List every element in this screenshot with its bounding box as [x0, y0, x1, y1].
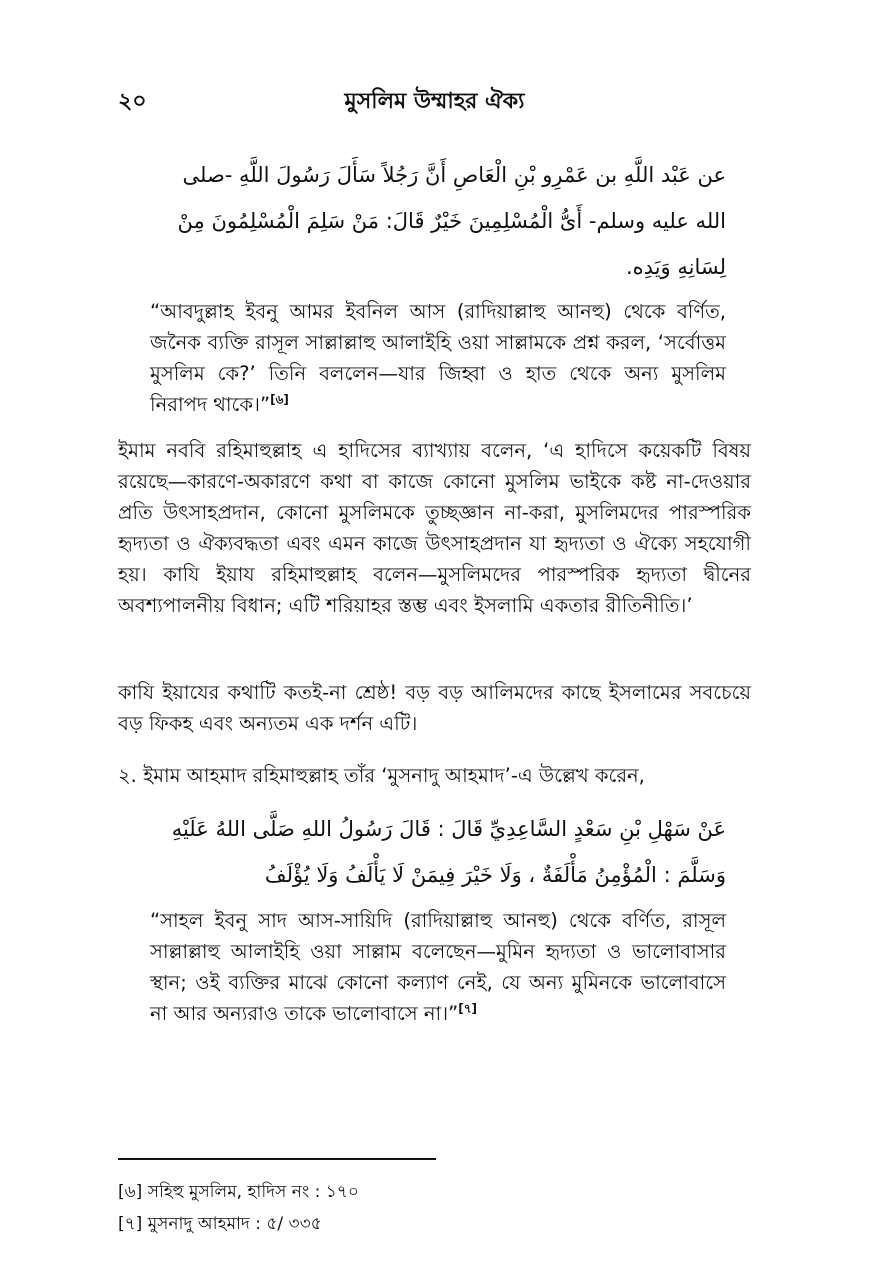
hadith-1-translation: [150, 296, 726, 420]
paragraph-qadi-iyad: কাযি ইয়াযের কথাটি কতই-না শ্রেষ্ঠ! বড় বড় আলিমদের কাছে ইসলামের সবচেয়ে বড় ফিকহ এবং অন্যতম এক দর্শন এটি।: [118, 681, 751, 735]
page-header: [118, 84, 751, 118]
hadith-2-translation-text: “সাহল ইবনু সাদ আস-সায়িদি (রাদিয়াল্লাহু আনহু) থেকে বর্ণিত, রাসূল সাল্লাল্লাহু আলাইহি ওয়া সাল্লাম বলেছেন—মুমিন হৃদ্যতা ও ভালোবাসার স্থান; ওই ব্যক্তির মাঝে কোনো কল্যাণ নেই, যে অন্য মুমিনকে ভালোবাসে না আর অন্যরাও তাকে ভালোবাসে না।”: [150, 909, 726, 1025]
paragraph-nawawi: ইমাম নববি রহিমাহুল্লাহ এ হাদিসের ব্যাখ্যায় বলেন, ‘এ হাদিসে কয়েকটি বিষয় রয়েছে—কারণে-অকারণে কথা বা কাজে কোনো মুসলিম ভাইকে কষ্ট না-দেওয়ার প্রতি উৎসাহপ্রদান, কোনো মুসলিমকে তুচ্ছজ্ঞান না-করা, মুসলিমদের পারস্পরিক হৃদ্যতা ও ঐক্যবদ্ধতা এবং এমন কাজে উৎসাহপ্রদান যা হৃদ্যতা ও ঐক্যে সহযোগী হয়। কাযি ইয়ায রহিমাহুল্লাহ বলেন—মুসলিমদের পারস্পরিক হৃদ্যতা দ্বীনের অবশ্যপালনীয় বিধান; এটি শরিয়াহর স্তম্ভ এবং ইসলামি একতার রীতিনীতি।’: [118, 439, 751, 617]
footnote-6: [৬] সহিহু মুসলিম, হাদিস নং : ১৭০: [118, 1182, 359, 1202]
running-title: মুসলিম উম্মাহর ঐক্য: [344, 89, 525, 114]
page-number: ২০: [118, 89, 147, 114]
hadith-2-arabic: عَنْ سَهْلِ بْنِ سَعْدٍ السَّاعِدِيِّ قَالَ : قَالَ رَسُولُ اللهِ صَلَّى اللهُ عَلَيْهِ وَسَلَّمَ : الْمُؤْمِنُ مَأْلَفَةٌ ، وَلَا خَيْرَ فِيمَنْ لَا يَأْلَفُ وَلَا يُؤْلَفُ: [171, 817, 726, 887]
hadith-2-translation: [150, 905, 726, 1029]
footnote-divider: [118, 1158, 436, 1160]
footnote-ref-7: [৭]: [458, 1001, 478, 1016]
hadith-1-arabic: عن عَبْد اللَّهِ بن عَمْرِو بْنِ الْعَاصِ أَنَّ رَجُلاً سَأَلَ رَسُولَ اللَّهِ -صلى الله عليه وسلم- أَىُّ الْمُسْلِمِينَ خَيْرٌ قَالَ: مَنْ سَلِمَ الْمُسْلِمُونَ مِنْ لِسَانِهِ وَيَدِه.: [177, 163, 726, 279]
hadith-1-translation-text: “আবদুল্লাহ ইবনু আমর ইবনিল আস (রাদিয়াল্লাহু আনহু) থেকে বর্ণিত, জনৈক ব্যক্তি রাসূল সাল্লাল্লাহু আলাইহি ওয়া সাল্লামকে প্রশ্ন করল, ‘সর্বোত্তম মুসলিম কে?’ তিনি বললেন—যার জিহ্বা ও হাত থেকে অন্য মুসলিম নিরাপদ থাকে।”: [150, 300, 726, 416]
paragraph-imam-ahmad: ২. ইমাম আহমাদ রহিমাহুল্লাহ তাঁর ‘মুসনাদু আহমাদ’-এ উল্লেখ করেন,: [118, 764, 645, 787]
footnote-7: [৭] মুসনাদু আহমাদ : ৫/ ৩৩৫: [118, 1214, 322, 1234]
footnote-ref-6: [৬]: [270, 392, 289, 407]
